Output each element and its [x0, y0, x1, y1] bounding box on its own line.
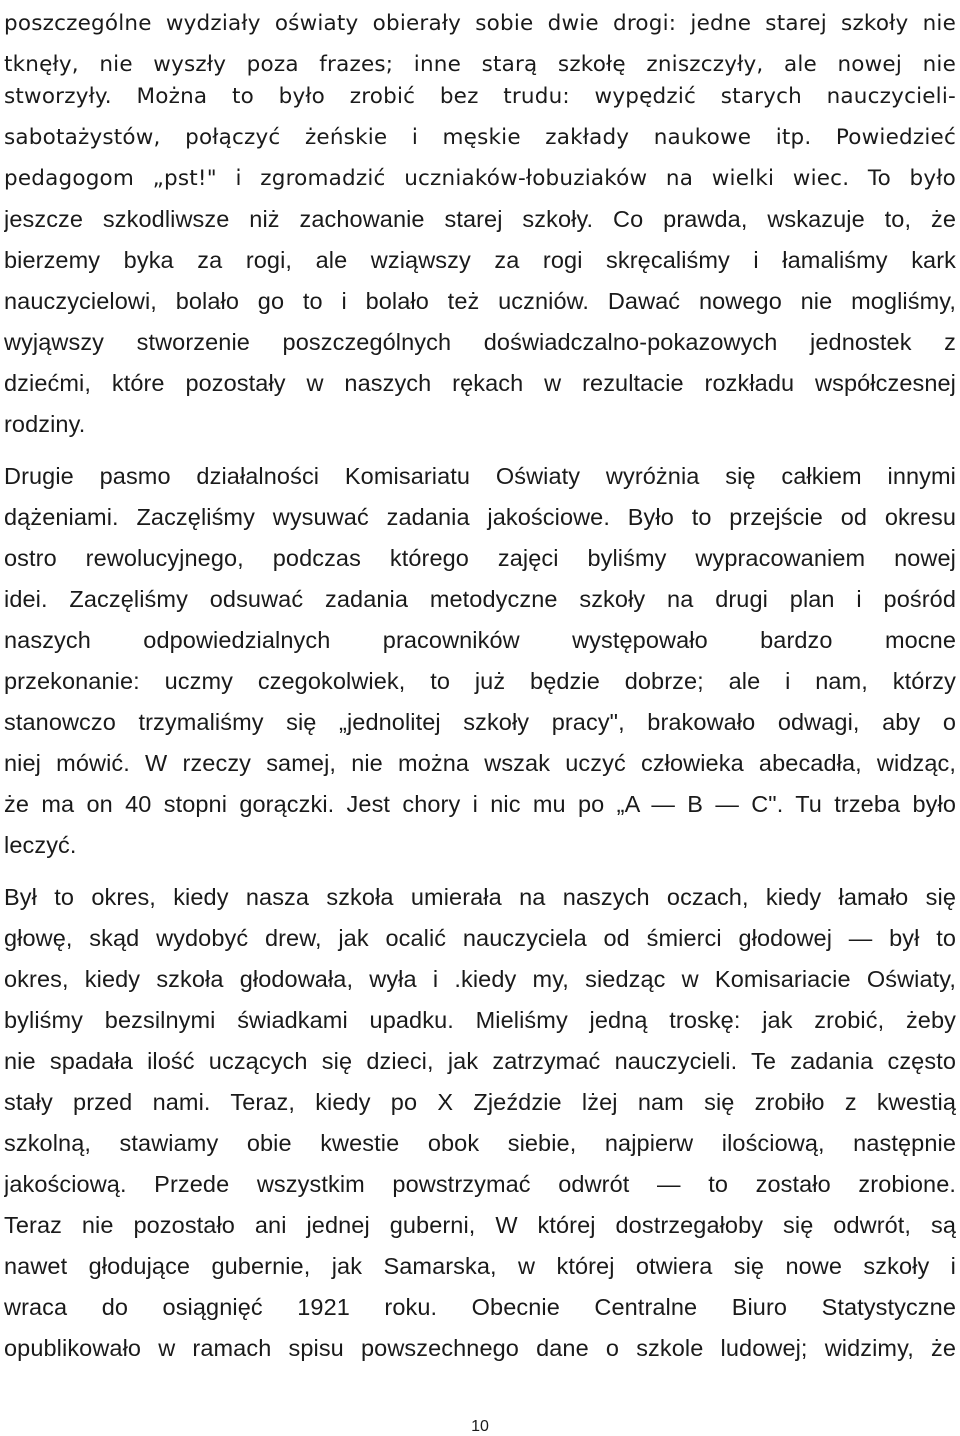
- text-line: idei. Zaczęliśmy odsuwać zadania metodyczne szkoły na drugi plan i pośród: [4, 586, 956, 612]
- text-line: Drugie pasmo działalności Komisariatu Oświaty wyróżnia się całkiem innymi: [4, 463, 956, 489]
- text-line: że ma on 40 stopni gorączki. Jest chory i nic mu po „A — B — C". Tu trzeba było: [4, 791, 956, 817]
- text-line: dziećmi, które pozostały w naszych rękach w rezultacie rozkładu współczesnej: [4, 370, 956, 396]
- text-line: jakościową. Przede wszystkim powstrzymać odwrót — to zostało zrobione.: [4, 1171, 956, 1197]
- text-line: naszych odpowiedzialnych pracowników występowało bardzo mocne: [4, 627, 956, 653]
- text-line: stworzyły. Można to było zrobić bez trudu: wypędzić starych nauczycieli-: [4, 84, 956, 109]
- text-line: rodziny.: [4, 411, 86, 437]
- text-line: jeszcze szkodliwsze niż zachowanie starej szkoły. Co prawda, wskazuje to, że: [4, 206, 956, 232]
- text-line: nauczycielowi, bolało go to i bolało też uczniów. Dawać nowego nie mogliśmy,: [4, 288, 956, 314]
- text-line: przekonanie: uczmy czegokolwiek, to już będzie dobrze; ale i nam, którzy: [4, 668, 956, 694]
- text-line: nawet głodujące gubernie, jak Samarska, w której otwiera się nowe szkoły i: [4, 1253, 956, 1279]
- text-line: szkolną, stawiamy obie kwestie obok siebie, najpierw ilościową, następnie: [4, 1130, 956, 1156]
- text-line: okres, kiedy szkoła głodowała, wyła i .kiedy my, siedząc w Komisariacie Oświaty,: [4, 966, 956, 992]
- text-line: tknęły, nie wyszły poza frazes; inne starą szkołę zniszczyły, ale nowej nie: [4, 52, 956, 77]
- text-line: stały przed nami. Teraz, kiedy po X Zjeździe lżej nam się zrobiło z kwestią: [4, 1089, 956, 1115]
- text-line: wraca do osiągnięć 1921 roku. Obecnie Centralne Biuro Statystyczne: [4, 1294, 956, 1320]
- text-line: sabotażystów, połączyć żeńskie i męskie zakłady naukowe itp. Powiedzieć: [4, 125, 956, 150]
- text-line: leczyć.: [4, 832, 77, 858]
- text-line: nie spadała ilość uczących się dzieci, jak zatrzymać nauczycieli. Te zadania często: [4, 1048, 956, 1074]
- text-line: opublikowało w ramach spisu powszechnego dane o szkole ludowej; widzimy, że: [4, 1335, 956, 1361]
- text-line: poszczególne wydziały oświaty obierały sobie dwie drogi: jedne starej szkoły nie: [4, 11, 956, 36]
- text-line: głowę, skąd wydobyć drew, jak ocalić nauczyciela od śmierci głodowej — był to: [4, 925, 956, 951]
- text-line: ostro rewolucyjnego, podczas którego zajęci byliśmy wypracowaniem nowej: [4, 545, 956, 571]
- text-line: bierzemy byka za rogi, ale wziąwszy za rogi skręcaliśmy i łamaliśmy kark: [4, 247, 956, 273]
- text-line: dążeniami. Zaczęliśmy wysuwać zadania jakościowe. Było to przejście od okresu: [4, 504, 956, 530]
- text-line: Teraz nie pozostało ani jednej guberni, W której dostrzegałoby się odwrót, są: [4, 1212, 956, 1238]
- text-line: byliśmy bezsilnymi świadkami upadku. Mieliśmy jedną troskę: jak zrobić, żeby: [4, 1007, 956, 1033]
- text-line: stanowczo trzymaliśmy się „jednolitej szkoły pracy", brakowało odwagi, aby o: [4, 709, 956, 735]
- text-line: niej mówić. W rzeczy samej, nie można wszak uczyć człowieka abecadła, widząc,: [4, 750, 956, 776]
- text-line: pedagogom „pst!" i zgromadzić uczniaków-łobuziaków na wielki wiec. To było: [4, 166, 956, 191]
- text-line: wyjąwszy stworzenie poszczególnych doświadczalno-pokazowych jednostek z: [4, 329, 956, 355]
- page-number: 10: [471, 1418, 489, 1435]
- text-line: Był to okres, kiedy nasza szkoła umierała na naszych oczach, kiedy łamało się: [4, 884, 956, 910]
